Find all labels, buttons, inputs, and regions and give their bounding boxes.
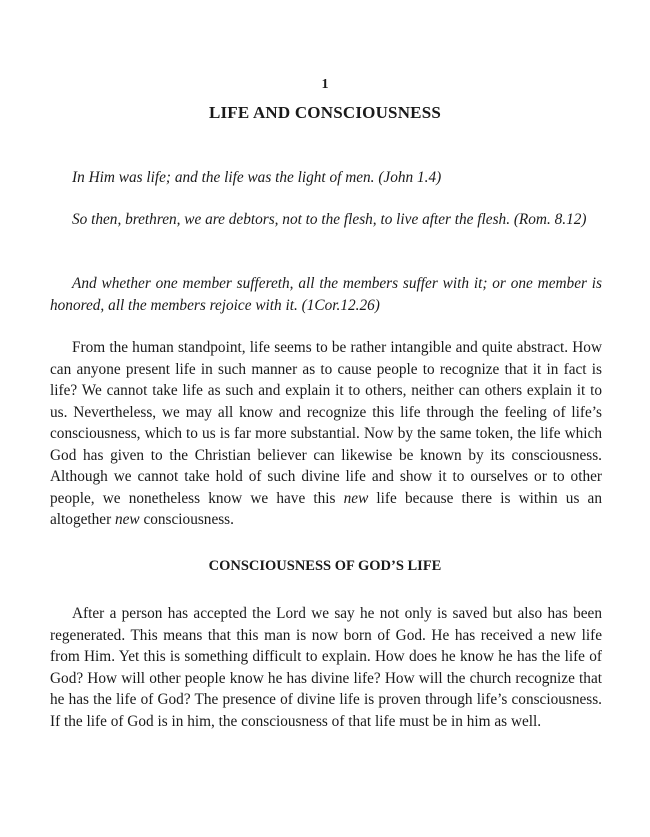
chapter-title: LIFE AND CONSCIOUSNESS <box>208 103 442 122</box>
epigraph-verse-romans: So then, brethren, we are debtors, not to the flesh, to live after the flesh. (Rom. 8.12) <box>72 211 587 228</box>
body-paragraph-1 <box>50 337 602 531</box>
paragraph-1-text-c: consciousness. <box>139 511 234 528</box>
epigraph-verse-corinthians: And whether one member suffereth, all the members suffer with it; or one member is honored, all the members rejoice with it. (1Cor.12.26) <box>50 275 602 314</box>
chapter-number: 1 <box>321 77 329 92</box>
section-heading: CONSCIOUSNESS OF GOD’S LIFE <box>208 558 442 574</box>
emphasis-new-1: new <box>343 489 369 507</box>
paragraph-1-text-a: From the human standpoint, life seems to be rather intangible and quite abstract. How can anyone present life in such manner as to cause people to recognize that it in fact is life? We cannot take life as such and explain it to others, neither can others explain it to us. Nevertheless, we may all know and recognize this life through the feeling of life’s consciousness, which to us is far more substantial. Now by the same token, the life which God has given to the Christian believer can likewise be known by its consciousness. Although we cannot take hold of such divine life and show it to ourselves or to other people, we nonetheless know we have this <box>50 339 602 507</box>
emphasis-new-2: new <box>114 511 140 528</box>
epigraph-verse-john: In Him was life; and the life was the light of men. (John 1.4) <box>72 169 442 186</box>
paragraph-1-text-b: life because there is within us an altogether <box>50 489 602 528</box>
body-paragraph-2: After a person has accepted the Lord we say he not only is saved but also has been regenerated. This means that this man is now born of God. He has received a new life from Him. Yet this is something difficult to explain. How does he know he has the life of God? How will other people know he has divine life? How will the church recognize that he has the life of God? The presence of divine life is proven through life’s consciousness. If the life of God is in him, the consciousness of that life must be in him as well. <box>50 605 602 730</box>
